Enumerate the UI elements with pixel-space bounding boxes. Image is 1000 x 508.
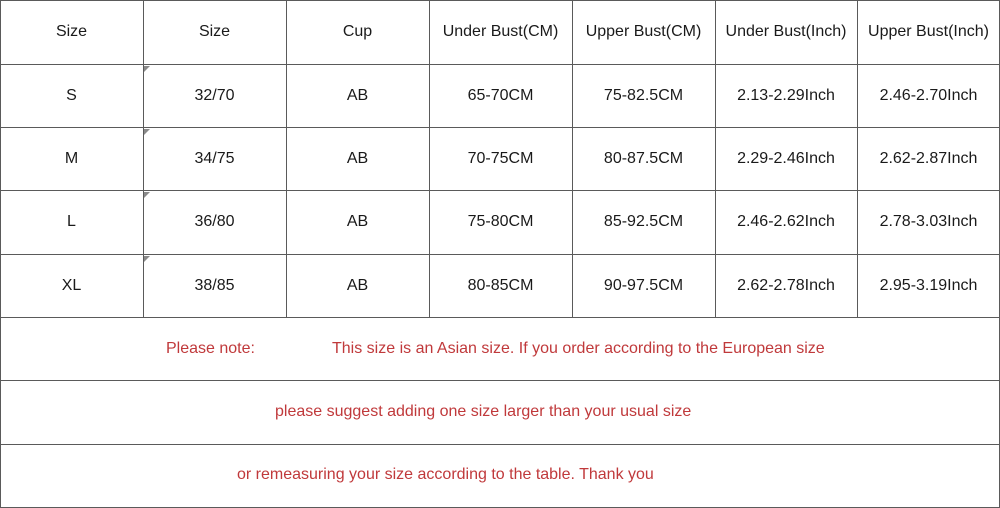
column-header: Size — [55, 23, 88, 40]
cell-corner-marker — [144, 129, 150, 135]
note-label: Please note: — [166, 340, 255, 357]
column-header: Under Bust(Inch) — [725, 23, 847, 40]
table-cell: 80-87.5CM — [603, 149, 684, 167]
table-cell: 90-97.5CM — [603, 277, 684, 294]
table-cell: AB — [346, 149, 369, 167]
grid-hline-6 — [0, 380, 1000, 381]
table-cell: 2.29-2.46Inch — [737, 149, 835, 167]
table-cell: M — [64, 149, 79, 167]
cell-corner-marker — [144, 66, 150, 72]
table-cell: 32/70 — [194, 86, 235, 104]
table-cell: AB — [346, 213, 369, 230]
table-cell: 2.62-2.78Inch — [737, 277, 835, 294]
table-cell: 34/75 — [194, 149, 235, 167]
table-cell: 2.13-2.29Inch — [737, 86, 835, 104]
table-cell: 2.46-2.62Inch — [737, 213, 835, 230]
table-cell: S — [66, 86, 77, 104]
grid-hline-7 — [0, 444, 1000, 445]
table-cell: 2.78-3.03Inch — [879, 213, 978, 230]
table-cell: 36/80 — [194, 213, 235, 230]
note-line-1: This size is an Asian size. If you order according to the European size — [332, 340, 825, 357]
table-cell: AB — [346, 277, 369, 294]
cell-corner-marker — [144, 192, 150, 198]
table-cell: L — [67, 213, 76, 230]
table-cell: AB — [346, 86, 369, 104]
note-line-2: please suggest adding one size larger than your usual size — [275, 403, 692, 420]
table-cell: 75-82.5CM — [603, 86, 684, 104]
note-line-3: or remeasuring your size according to the table. Thank you — [237, 466, 654, 483]
cell-corner-marker — [144, 256, 150, 262]
column-header: Upper Bust(Inch) — [868, 23, 989, 40]
column-header: Upper Bust(CM) — [585, 23, 702, 40]
table-cell: 70-75CM — [467, 149, 534, 167]
column-header: Size — [198, 23, 231, 40]
table-cell: 2.62-2.87Inch — [879, 149, 978, 167]
table-cell: 38/85 — [194, 277, 235, 294]
table-cell: 65-70CM — [467, 86, 534, 104]
grid-vline-note-left — [0, 318, 1, 508]
column-header: Cup — [342, 23, 373, 40]
table-cell: XL — [61, 277, 82, 294]
column-header: Under Bust(CM) — [442, 23, 559, 40]
table-cell: 80-85CM — [467, 277, 534, 294]
table-cell: 2.95-3.19Inch — [879, 277, 978, 294]
table-cell: 2.46-2.70Inch — [879, 86, 978, 104]
table-cell: 85-92.5CM — [603, 213, 684, 230]
table-cell: 75-80CM — [467, 213, 534, 230]
